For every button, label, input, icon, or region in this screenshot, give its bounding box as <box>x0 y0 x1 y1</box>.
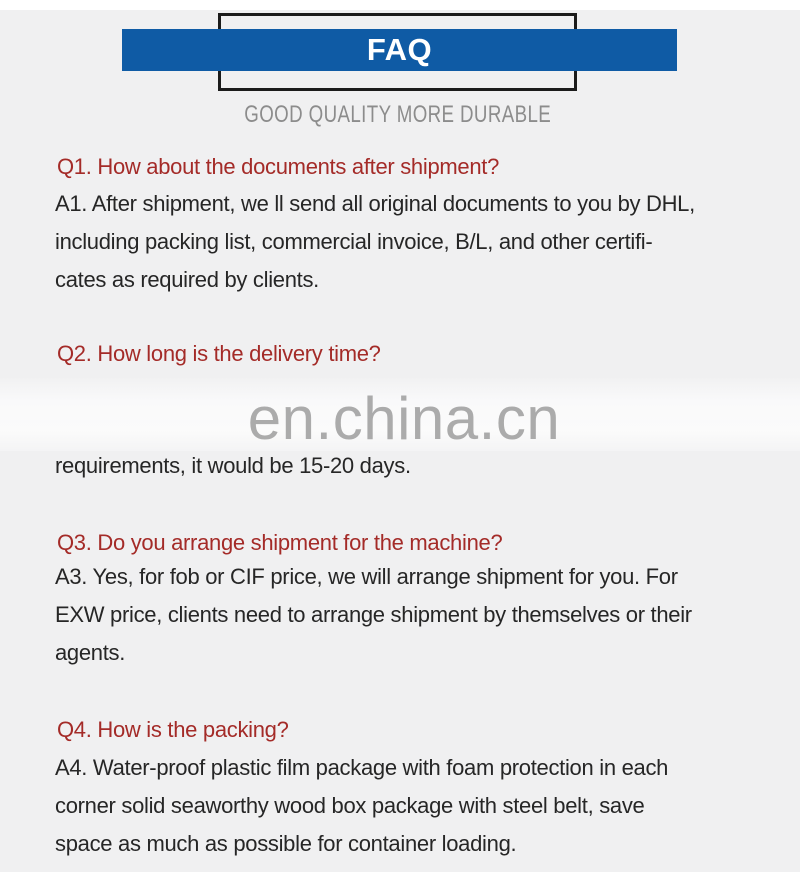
answer-line: A1. After shipment, we ll send all original documents to you by DHL, <box>55 191 695 216</box>
faq-title: FAQ <box>366 32 433 67</box>
answer-3 <box>55 558 785 672</box>
answer-line: requirements, it would be 15-20 days. <box>55 453 411 478</box>
answer-1 <box>55 185 785 299</box>
watermark-text: en.china.cn <box>247 384 561 452</box>
question-2: Q2. How long is the delivery time? <box>57 341 381 366</box>
answer-line: including packing list, commercial invoice, B/L, and other certifi- <box>55 229 653 254</box>
faq-banner <box>122 29 677 71</box>
watermark-band <box>0 378 800 451</box>
answer-line: A3. Yes, for fob or CIF price, we will arrange shipment for you. For <box>55 564 678 589</box>
answer-line: EXW price, clients need to arrange shipment by themselves or their <box>55 602 692 627</box>
answer-line: agents. <box>55 640 126 665</box>
question-3: Q3. Do you arrange shipment for the machine? <box>57 530 503 555</box>
question-4: Q4. How is the packing? <box>57 717 289 742</box>
answer-line: corner solid seaworthy wood box package with steel belt, save <box>55 793 645 818</box>
subtitle-row <box>0 101 795 129</box>
header-subtitle: GOOD QUALITY MORE DURABLE <box>244 101 551 128</box>
top-white-strip <box>0 0 800 10</box>
question-1: Q1. How about the documents after shipment? <box>57 154 500 179</box>
answer-line: A4. Water-proof plastic film package with foam protection in each <box>55 755 669 780</box>
answer-2 <box>55 447 785 485</box>
answer-4 <box>55 749 785 863</box>
answer-line: cates as required by clients. <box>55 267 319 292</box>
answer-line: space as much as possible for container loading. <box>55 831 517 856</box>
